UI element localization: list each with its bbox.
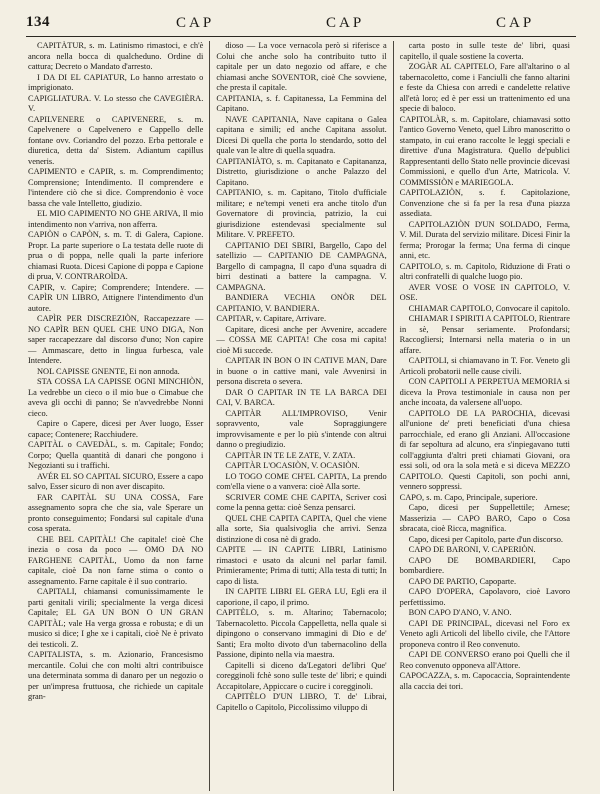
dictionary-entry: CAPILVENERE o CAPIVENERE, s. m. Capelvenere o Capelvenero e Cappello delle fontane ovv. Coriandro del pozzo. Erba pettorale e diuretica, detta da' Sistem. Adiantum capillus veneris. [28, 114, 204, 166]
dictionary-subentry: CAPITALI, chiamansi comunissimamente le parti genitali virili; specialmente la verga dicesi Capitale; EL GA UN BON O UN GRAN CAPITÀL; vale Ha verga grossa e robusta; e di un musico si dice; I ghe xe i capitali, cioè Ne è privato dei testicoli. Z. [28, 587, 204, 649]
dictionary-subentry: CAPO DE BARONI, V. CAPERIÒN. [408, 545, 536, 554]
dictionary-subentry: AVÉR EL SO CAPITAL SICURO, Essere a capo salvo, Esser sicuro di non aver discapito. [28, 471, 204, 491]
running-head-right: CAP [496, 15, 535, 31]
dictionary-entry: CAPIR, v. Capire; Comprendere; Intendere. — CAPÌR UN LIBRO, Attignere l'intendimento d'un autore. [28, 282, 204, 313]
dictionary-subentry: carta posto in sulle teste de' libri, quasi capitello, il quale sostiene la coverta. [399, 41, 571, 61]
dictionary-subentry: CAPITÀR IN TE LE ZATE, V. ZATA. [225, 450, 356, 460]
dictionary-subentry: CAPITÀTUR, s. m. Latinismo rimastoci, e ch'è ancora nella bocca di qualcheduno. Ordine di cattura; Decreto o Mandato d'arresto. [28, 41, 204, 71]
dictionary-entry: CAPOCAZZA, s. m. Capocaccia, Sopraintendente alla caccia dei tori. [399, 671, 571, 691]
dictionary-subentry: Capo, dicesi per Capitolo, parte d'un discorso. [408, 534, 563, 544]
column-1 [26, 41, 209, 791]
dictionary-subentry: Capire o Capere, dicesi per Aver luogo, Esser capace; Contenere; Racchiudere. [28, 419, 204, 439]
running-head-left: CAP [176, 15, 215, 31]
dictionary-subentry: CAPI DE PRINCIPAL, dicevasi nel Foro ex Veneto agli Articoli del libello civile, che l'Attore proponeva contro il Reo convenuto. [399, 618, 571, 649]
dictionary-entry: CAPITALISTA, s. m. Azionario, Francesismo mercantile. Colui che con molti altri contribuisce una determinata somma di danaro per un negozio o per un'impresa fruttuosa, che richiede un capitale gran- [28, 650, 204, 701]
dictionary-subentry: CAPITANIO DEI SBIRI, Bargello, Capo del satellizio — CAPITANIO DE CAMPAGNA, Bargello di campagna, Il capo d'una squadra di birri destinati a battere la campagna. V. CAMPAGNA. [216, 240, 387, 292]
dictionary-entry: CAPITAR, v. Capitare, Arrivare. [216, 314, 327, 323]
dictionary-subentry: EL MIO CAPIMENTO NO GHE ARIVA, Il mio intendimento non v'arriva, non afferra. [28, 209, 204, 229]
dictionary-subentry: NAVE CAPITANIA, Nave capitana o Galea capitana e simili; ed anche Capitana assolut. Dicesi Di quella che porta lo stendardo, sotto del quale van le altre di quella squadra. [216, 114, 387, 155]
dictionary-entry: CAPITE — IN CAPITE LIBRI, Latinismo rimastoci e usato da alcuni nel parlar famil. Primieramente; Prima di tutti; Alla testa di tutti; In capo di lista. [216, 545, 387, 586]
dictionary-entry: CAPITANIÀTO, s. m. Capitanato e Capitananza, Distretto, giurisdizione o anche Palazzo del Capitano. [216, 156, 387, 187]
dictionary-subentry: CAPITOLI, si chiamavano in T. For. Veneto gli Articoli probatorii nelle cause civili. [399, 356, 571, 376]
dictionary-subentry: CHIAMAR CAPITOLO, Convocare il capitolo. [408, 303, 570, 313]
dictionary-subentry: Capitelli si diceno da'Legatori de'libri Que' coregginoli fchè sono sulle teste de' libri; e quindi Accapitolare, Appiccare o cucire i coregginoli. [216, 660, 387, 691]
dictionary-subentry: CAPI DE CONVERSO erano poi Quelli che il Reo convenuto opponeva all'Attore. [399, 650, 571, 670]
dictionary-subentry: CAPITÈLO D'UN LIBRO, T. de' Librai, Capitello o Capitolo, Piccolissimo viluppo di [216, 692, 387, 712]
dictionary-subentry: CAPITÀR L'OCASIÒN, V. OCASIÒN. [225, 461, 360, 470]
dictionary-entry: CAPITOLAZIÒN, s. f. Capitolazione, Convenzione che si fa per la resa d'una piazza assediata. [399, 188, 571, 218]
dictionary-subentry: CAPO DE PARTIO, Capoparte. [408, 576, 517, 586]
dictionary-subentry: CAPO DE BOMBARDIERI, Capo bombardiere. [399, 555, 571, 575]
dictionary-entry: CAPITOLÀR, s. m. Capitolare, chiamavasi sotto l'antico Governo Veneto, quel Libro manoscritto o stampato, in cui erano raccolte le leggi speciali e direttive d'una Magistratura. Quello de'publici Rappresentanti dello Stato nelle provincie dicevasi Commissioni, e quello d'un Arte, Matricola. V. COMMISSIÒN e MARIEGOLA. [399, 114, 571, 187]
dictionary-subentry: BON CAPO D'ANO, V. ANO. [408, 608, 512, 617]
dictionary-subentry: LO TOGO COME CH'EL CAPITA, La prendo com'ella viene o a vanvera: cioè Alla sorte. [216, 471, 387, 491]
dictionary-subentry: CAPITÀR ALL'IMPROVISO, Venir sopravvento, vale Sopraggiungere improvvisamente e per lo più s'intende con altrui danno o pregiudizio. [216, 408, 387, 449]
dictionary-subentry: NOL CAPISSE GNENTE, Ei non annoda. [37, 366, 180, 376]
dictionary-subentry: CAPO D'OPERA, Capolavoro, cioè Lavoro perfettissimo. [399, 587, 571, 607]
dictionary-subentry: CAPITAR IN BON O IN CATIVE MAN, Dare in buone o in cattive mani, vale Avvenirsi in persona discreta o severa. [216, 356, 387, 386]
dictionary-subentry: IN CAPITE LIBRI EL GERA LU, Egli era il caporione, il capo, il primo. [216, 587, 387, 607]
dictionary-entry: CAPITÈLO, s. m. Altarino; Tabernacolo; Tabernacoletto. Piccola Cappelletta, nella quale si dipingono o conservano immagini di Dio e de' Santi; Era molto divoto d'un tabernacolino della Passione, dipinto nella via maestra. [216, 608, 387, 659]
dictionary-subentry: Capo, dicesi per Suppellettile; Arnese; Masserizia — CAPO BARO, Capo o Cosa sbracata, cioè Ricca, magnifica. [399, 503, 571, 533]
dictionary-subentry: dioso — La voce vernacola però si riferisce a Colui che anche solo ha contribuito tutto il capitale per un dato negozio od affare, e che chiamasi anche SOVENTOR, cioè Che sovviene, che presta il capitale. [216, 41, 387, 92]
dictionary-subentry: BANDIERA VECHIA ONÒR DEL CAPITANIO, V. BANDIERA. [216, 293, 387, 313]
dictionary-subentry: CAPITOLAZIÒN D'UN SOLDADO, Ferma, V. Mil. Durata del servizio militare. Dicesi Finir la ferma; Prorogar la ferma; Una ferma di cinque anni, etc. [399, 219, 571, 260]
dictionary-subentry: QUEL CHE CAPITA CAPITA, Quel che viene alla sorte, Sia qualsivoglia che arrivi. Senza distinzione di cosa nè di grado. [216, 513, 387, 544]
column-2 [209, 41, 392, 791]
dictionary-subentry: ZOGÀR AL CAPITELO, Fare all'altarino o al tabernacoletto, come i Fanciulli che fanno altarini e feste da Chiesa con arredi e candelette relative all'età loro; ed è per essi un trattenimento ed una specie di baloco. [399, 62, 571, 113]
dictionary-subentry: CHE BEL CAPITÀL! Che capitale! cioè Che inezia o cosa da poco — OMO DA NO FARGHENE CAPITÀL, Uomo da non farne capitale, cioè Da non farne stima o conto o assegnamento. Farne capitale è il suo contrario. [28, 534, 204, 586]
dictionary-subentry: STA COSSA LA CAPISSE OGNI MINCHIÒN, La vedrebbe un cieco o il mio bue o Cimabue che aveva gli occhi di panno; Se n'avvedrebbe Nonni cieco. [28, 377, 204, 418]
dictionary-entry: CAPIMENTO e CAPIR, s. m. Comprendimento; Comprensione; Intendimento. Il comprendere e l'intendere ciò che si dice. Comprendonio è voce bassa che vale Intelletto, giudizio. [28, 167, 204, 208]
dictionary-subentry: FAR CAPITÀL SU UNA COSSA, Fare assegnamento sopra che che sia, vale Sperare un pronto conseguimento; Fondarsi sul capitale d'una cosa sperata. [28, 492, 204, 533]
dictionary-subentry: I DA DI EL CAPIATUR, Lo hanno arrestato o imprigionato. [28, 72, 204, 92]
dictionary-entry: CAPITANIO, s. m. Capitano, Titolo d'ufficiale militare; e ne'tempi veneti era anche titolo d'un Governatore di provincia, patrizio, la cui giurisdizione estendevasi specialmente sul Militare. V. PREFETO. [216, 188, 387, 239]
column-3 [393, 41, 576, 791]
dictionary-subentry: Capitare, dicesi anche per Avvenire, accadere — COSSA ME CAPITA! Che cosa mi capita! cioè Mi succede. [216, 324, 387, 355]
page-header [26, 14, 576, 37]
dictionary-subentry: SCRIVER COME CHE CAPITA, Scriver così come la penna getta: cioè Senza pensarci. [216, 492, 387, 512]
dictionary-entry: CAPIÒN o CAPÒN, s. m. T. di Galera, Capione. Propr. La parte superiore o La testata delle ruote di prua o di poppa, nelle quali la parte inferiore chiamasi Ruota. Dicesi Capione di poppa e Capione di prua, V. CONTRAROÌDA. [28, 230, 204, 281]
dictionary-entry: CAPIGLIATURA. V. Lo stesso che CAVEGIÈRA. V. [28, 93, 204, 113]
dictionary-entry: CAPITOLO, s. m. Capitolo, Riduzione di Frati o altri confratelli di qualche luogo pio. [399, 261, 571, 281]
dictionary-subentry: CAPITOLO DE LA PAROCHIA, dicevasi all'unione de' preti beneficiati d'una chiesa parrocchiale, ed erano gli Anziani. All'occasione di far sepoltura ad alcuno, era s'inpiegavano tutti coll'aggiunta d'altri preti chiamati Giovani, ora essi soli, od ora la sola metà e si diceva MEZZO CAPITOLO. Questi Capitoli, son pochi anni, vennero soppressi. [399, 408, 571, 491]
dictionary-subentry: CON CAPITOLI A PERPETUA MEMORIA si diceva la Prova testimoniale in causa non per anche incoata, da valersene all'uopo. [399, 377, 571, 407]
dictionary-subentry: CHIAMAR I SPIRITI A CAPITOLO, Rientrare in sè, Pensar seriamente. Profondarsi; Raccogliersi; Internarsi nella materia o in un affare. [399, 314, 571, 355]
running-head-center: CAP [326, 15, 365, 31]
dictionary-entry: CAPITANIA, s. f. Capitanessa, La Femmina del Capitano. [216, 93, 387, 113]
dictionary-entry: CAPO, s. m. Capo, Principale, superiore. [399, 492, 538, 502]
text-columns [26, 41, 576, 791]
dictionary-subentry: DAR O CAPITAR IN TE LA BARCA DEI CAI, V. BARCA. [216, 387, 387, 407]
dictionary-subentry: CAPÌR PER DISCREZIÒN, Raccapezzare — NO CAPÌR BEN QUEL CHE UNO DIGA, Non saper raccapezzare dal discorso d'uno; Non capire — Ammascare, detto in lingua furbesca, vale Intendere. [28, 314, 204, 365]
page-number: 134 [26, 14, 50, 30]
dictionary-entry: CAPITÀL o CAVEDÀL, s. m. Capitale; Fondo; Corpo; Quella quantità di danari che pongono i Negozianti su i traffichi. [28, 440, 204, 470]
dictionary-subentry: AVER VOSE O VOSE IN CAPITOLO, V. OSE. [399, 282, 571, 302]
